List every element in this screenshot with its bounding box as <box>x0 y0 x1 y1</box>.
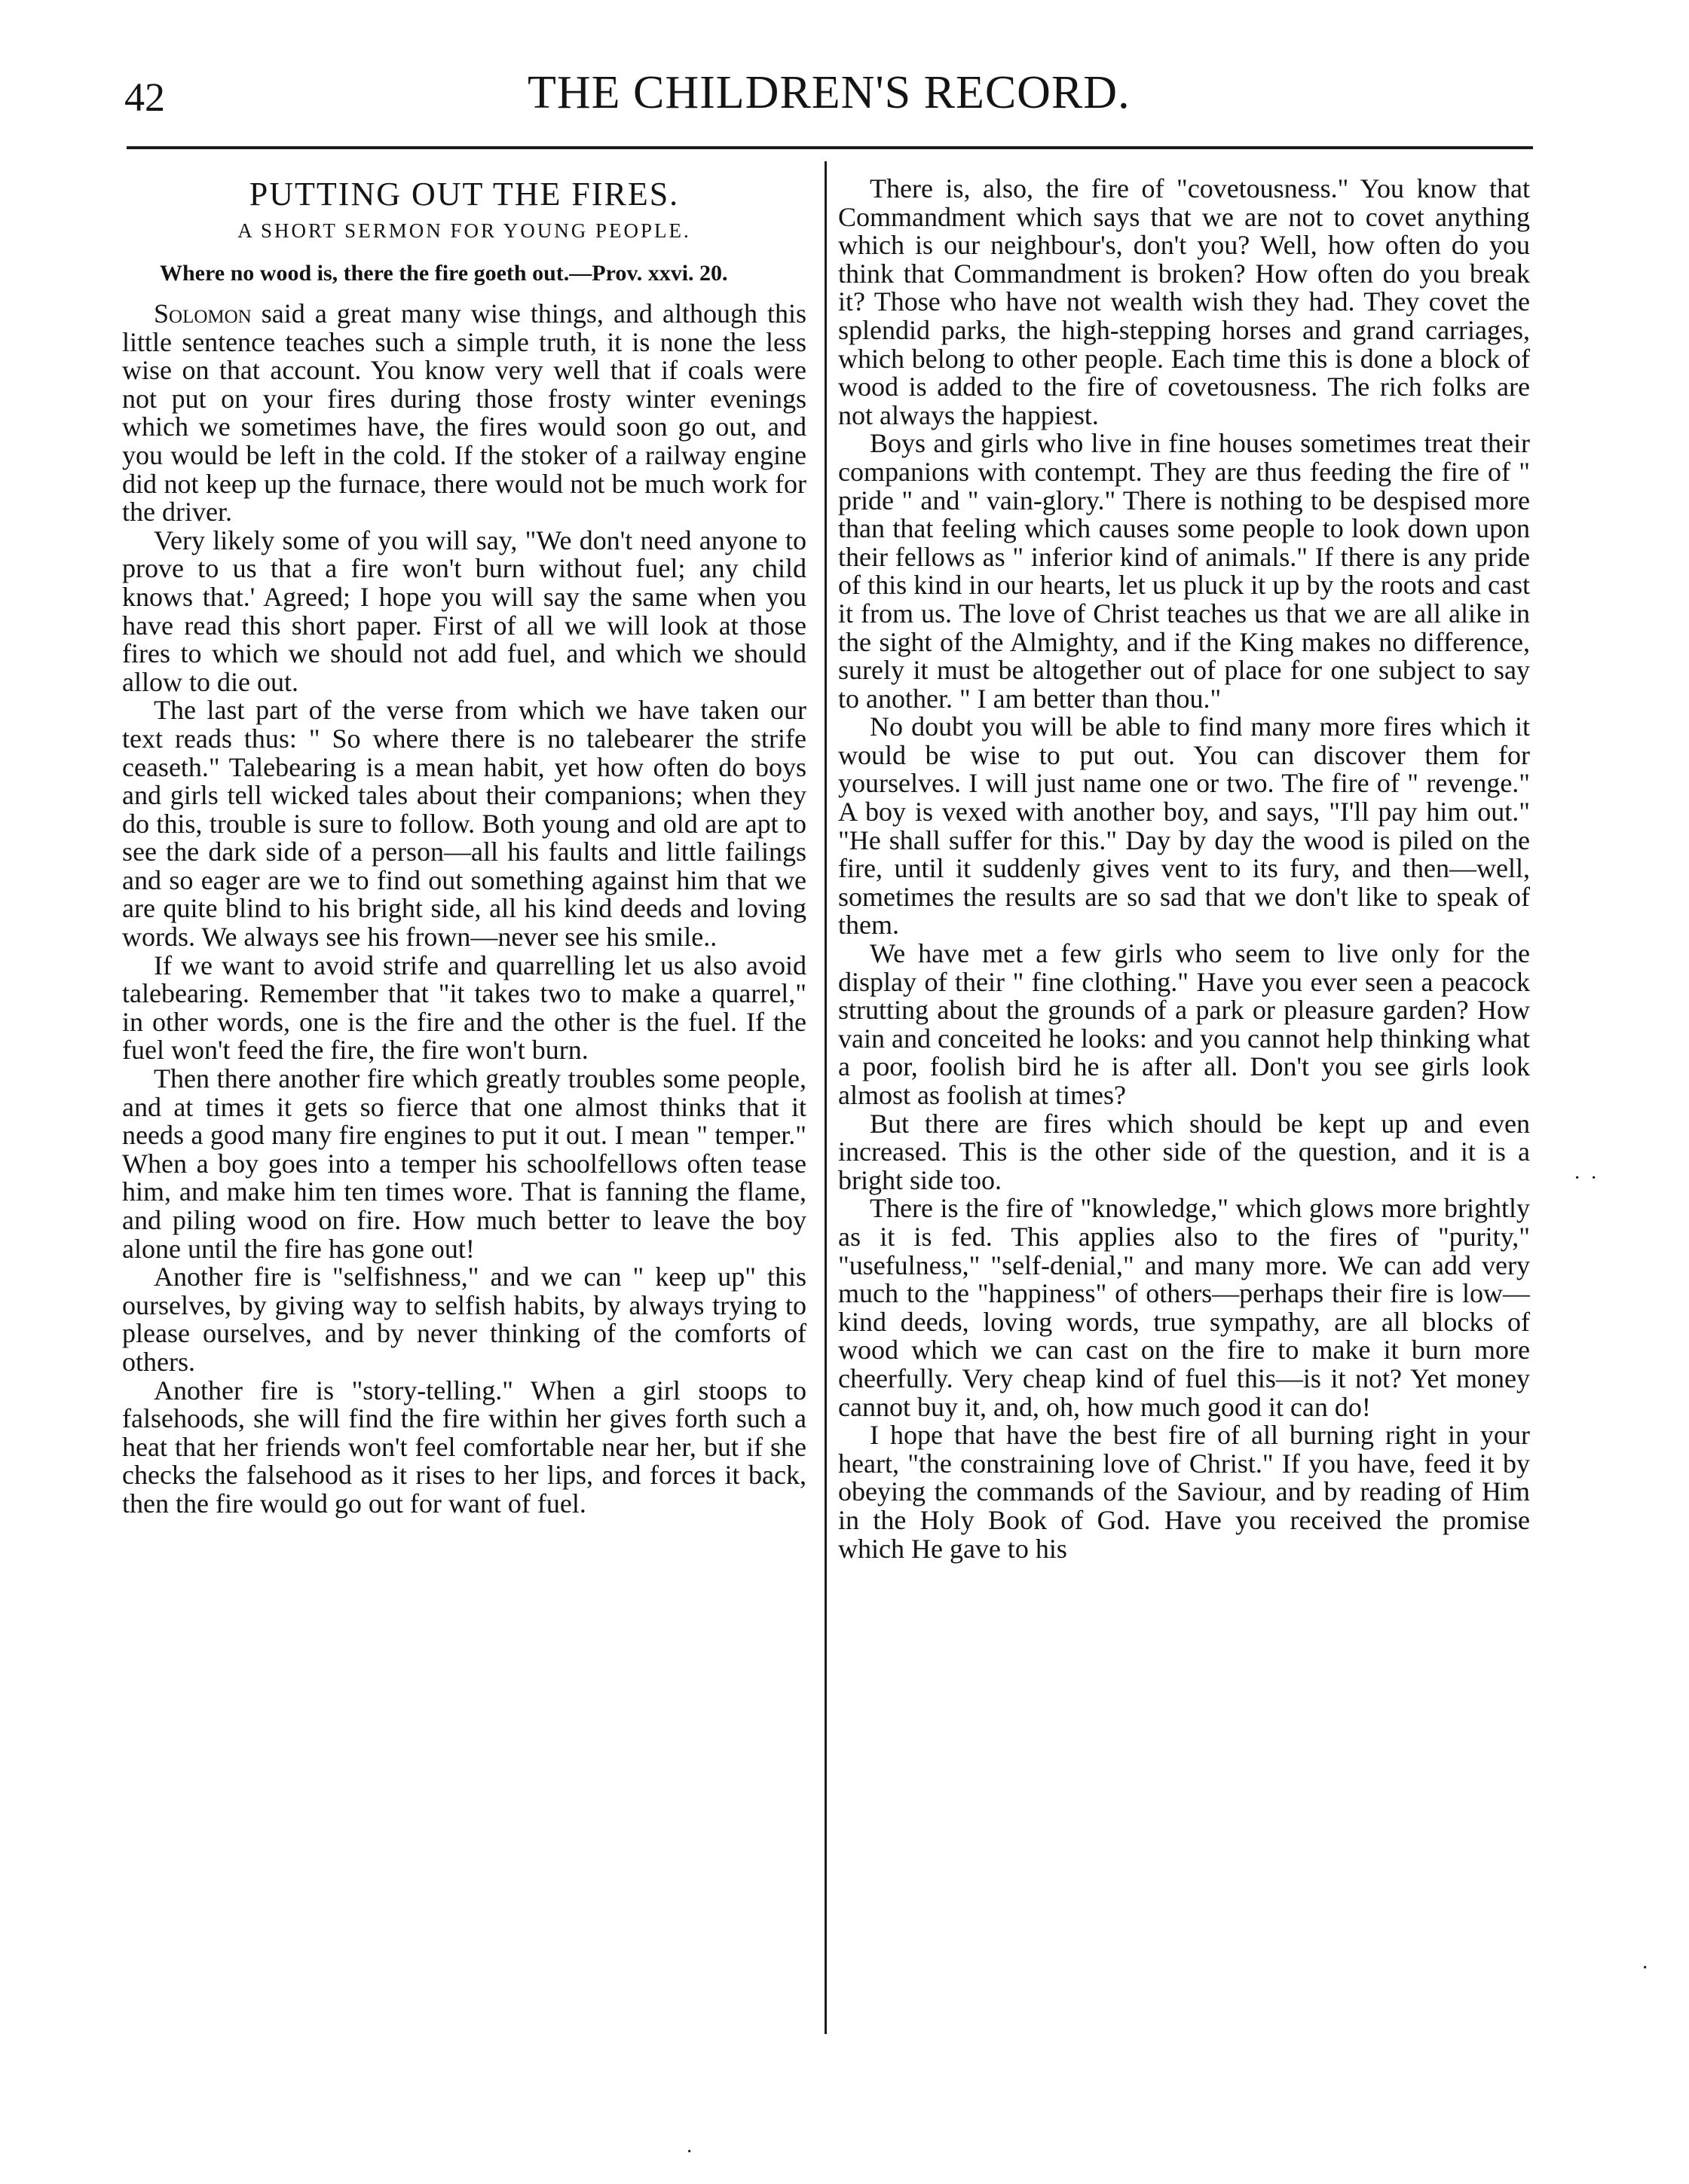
paragraph: Boys and girls who live in fine houses sometimes treat their companions with contempt. They are thus feeding the fire of " pride " and " vain-glory." There is nothing to be despised more than that feeling which causes some people to look down upon their fellows as " inferior kind of animals." If there is any pride of this kind in our hearts, let us pluck it up by the roots and cast it from us. The love of Christ teaches us that we are all alike in the sight of the Almighty, and if the King makes no difference, surely it must be altogether out of place for one subject to say to another. " I am better than thou." <box>838 428 1530 714</box>
page-number: 42 <box>124 75 165 120</box>
journal-title: THE CHILDREN'S RECORD. <box>528 67 1131 118</box>
print-speck: · <box>1590 1167 1598 1190</box>
article-title: PUTTING OUT THE FIRES. <box>249 176 680 213</box>
paragraph: Another fire is "selfishness," and we can " keep up" this ourselves, by giving way to selfish habits, by always trying to please ourselves, and by never thinking of the comforts of others. <box>122 1262 806 1377</box>
paragraph: The last part of the verse from which we have taken our text reads thus: " So where there is no talebearer the strife ceaseth." Talebearing is a mean habit, yet how often do boys and girls tell wicked tales about their companions; when they do this, trouble is sure to follow. Both young and old are apt to see the dark side of a person—all his faults and little failings and so eager are we to find out something against him that we are quite blind to his bright side, all his kind deeds and loving words. We always see his frown—never see his smile.. <box>122 695 806 953</box>
print-speck: · <box>1574 1167 1581 1190</box>
column-divider <box>825 161 827 2034</box>
print-speck: · <box>686 2140 693 2164</box>
paragraph: But there are fires which should be kept up and even increased. This is the other side of the question, and it is a bright side too. <box>838 1108 1530 1195</box>
print-speck: · <box>1642 1956 1649 1980</box>
paragraph: I hope that have the best fire of all burning right in your heart, "the constraining love of Christ." If you have, feed it by obeying the commands of the Saviour, and by reading of Him in the Holy Book of God. Have you received the promise which He gave to his <box>838 1420 1530 1564</box>
paragraph: Another fire is "story-telling." When a girl stoops to falsehoods, she will find the fire within her gives forth such a heat that her friends won't feel comfortable near her, but if she checks the falsehood as it rises to her lips, and forces it back, then the fire would go out for want of fuel. <box>122 1375 806 1519</box>
opening-word: Solomon <box>154 298 252 329</box>
header-rule <box>127 146 1533 149</box>
paragraph: No doubt you will be able to find many more fires which it would be wise to put out. You can discover them for yourselves. I will just name one or two. The fire of " revenge." A boy is vexed with another boy, and says, "I'll pay him out." "He shall suffer for this." Day by day the wood is piled on the fire, until it suddenly gives vent to its fury, and then—well, sometimes the results are so sad that we don't like to speak of them. <box>838 711 1530 941</box>
paragraph: There is, also, the fire of "covetousness." You know that Commandment which says that we are not to covet anything which is our neighbour's, don't you? Well, how often do you think that Commandment is broken? How often do you break it? Those who have not wealth wish they had. They covet the splendid parks, the high-stepping horses and grand carriages, which belong to other people. Each time this is done a block of wood is added to the fire of covetousness. The rich folks are not always the happiest. <box>838 175 1530 430</box>
paragraph: Very likely some of you will say, "We don't need anyone to prove to us that a fire won't burn without fuel; any child knows that.' Agreed; I hope you will say the same when you have read this short paper. First of all we will look at those fires to which we should not add fuel, and which we should allow to die out. <box>122 525 806 697</box>
article-subtitle: A SHORT SERMON FOR YOUNG PEOPLE. <box>237 219 691 242</box>
paragraph: There is the fire of "knowledge," which glows more brightly as it is fed. This applies also to the fires of "purity," "usefulness," "self-denial," and many more. We can add very much to the "happiness" of others—perhaps their fire is low—kind deeds, loving words, true sympathy, are all blocks of wood which we can cast on the fire to make it burn more cheerfully. Very cheap kind of fuel this—is it not? Yet money cannot buy it, and, oh, how much good it can do! <box>838 1193 1530 1422</box>
paragraph: We have met a few girls who seem to live only for the display of their " fine clothing." Have you ever seen a peacock strutting about the grounds of a park or pleasure garden? How vain and conceited he looks: and you cannot help thinking what a poor, foolish bird he is after all. Don't you see girls look almost as foolish at times? <box>838 938 1530 1110</box>
paragraph: If we want to avoid strife and quarrelling let us also avoid talebearing. Remember that "it takes two to make a quarrel," in other words, one is the fire and the other is the fuel. If the fuel won't feed the fire, the fire won't burn. <box>122 950 806 1066</box>
right-column <box>838 175 1530 2044</box>
paragraph <box>122 300 806 527</box>
epigraph: Where no wood is, there the fire goeth out.—Prov. xxvi. 20. <box>160 261 728 286</box>
left-column <box>122 175 806 2044</box>
paragraph-text: said a great many wise things, and although this little sentence teaches such a simple truth, it is none the less wise on that account. You know very well that if coals were not put on your fires during those frosty winter evenings which we sometimes have, the fires would soon go out, and you would be left in the cold. If the stoker of a railway engine did not keep up the furnace, there would not be much work for the driver. <box>122 298 806 528</box>
running-head <box>0 0 1689 143</box>
paragraph: Then there another fire which greatly troubles some people, and at times it gets so fierce that one almost thinks that it needs a good many fire engines to put it out. I mean " temper." When a boy goes into a temper his schoolfellows often tease him, and make him ten times wore. That is fanning the flame, and piling wood on fire. How much better to leave the boy alone until the fire has gone out! <box>122 1063 806 1264</box>
